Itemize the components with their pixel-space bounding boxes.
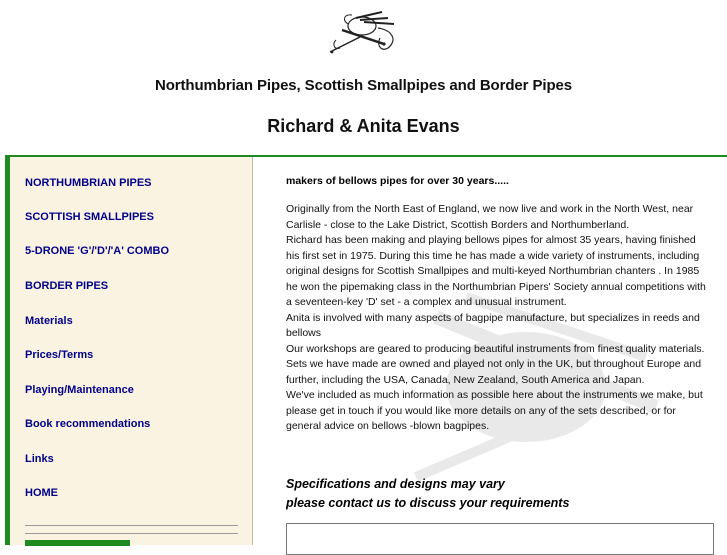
paragraph: Our workshops are geared to producing beautiful instruments from finest quality materials. Sets we have made are owned and played not only in the UK, but throughout Europe and further, including the USA, Canada, New Zealand, South America and Japan.	[286, 342, 705, 386]
specifications-note	[286, 475, 569, 513]
spec-line: Specifications and designs may vary	[286, 477, 505, 491]
site-title: Richard & Anita Evans	[267, 116, 460, 136]
sidebar-green-block	[25, 540, 130, 546]
nav-playing-maintenance[interactable]: Playing/Maintenance	[25, 384, 134, 396]
nav-prices-terms[interactable]: Prices/Terms	[25, 349, 94, 361]
spec-line: please contact us to discuss your requirements	[286, 496, 570, 510]
sidebar-separator	[25, 525, 238, 526]
main-content	[286, 157, 711, 545]
nav-links[interactable]: Links	[25, 453, 54, 465]
page-header	[0, 0, 727, 155]
paragraph: Richard has been making and playing bellows pipes for almost 35 years, having finished his first set in 1975. During this time he has made a wide variety of instruments, including original designs for Scottish Smallpipes and multi-keyed Northumbrian chanters . In 1985 he won the pipemaking class in the Northumbrian Pipers' Society annual competitions with a seventeen-key 'D' set - a complex and unusual instrument.	[286, 234, 706, 308]
content-box	[286, 523, 714, 555]
sidebar-nav	[10, 157, 253, 545]
paragraph: We've included as much information as possible here about the instruments we make, but please get in touch if you would like more details on any of the sets described, or for general advice on bellows -blown bagpipes.	[286, 389, 703, 432]
nav-border-pipes[interactable]: BORDER PIPES	[25, 280, 109, 292]
site-subtitle: Northumbrian Pipes, Scottish Smallpipes and Border Pipes	[155, 77, 572, 94]
bagpipe-logo-icon	[322, 6, 402, 64]
nav-home[interactable]: HOME	[25, 487, 58, 499]
nav-book-recommendations[interactable]: Book recommendations	[25, 418, 151, 430]
paragraph: Originally from the North East of England, we now live and work in the North West, near Carlisle - close to the Lake District, Scottish Borders and Northumberland.	[286, 203, 694, 231]
nav-northumbrian-pipes[interactable]: NORTHUMBRIAN PIPES	[25, 177, 152, 189]
paragraph: Anita is involved with many aspects of bagpipe manufacture, but specializes in reeds and bellows	[286, 311, 700, 339]
nav-scottish-smallpipes[interactable]: SCOTTISH SMALLPIPES	[25, 211, 154, 223]
intro-heading: makers of bellows pipes for over 30 years.....	[286, 175, 509, 187]
about-text	[286, 202, 711, 435]
nav-materials[interactable]: Materials	[25, 315, 73, 327]
sidebar-separator	[25, 533, 238, 534]
nav-5-drone-combo[interactable]: 5-DRONE 'G'/'D'/'A' COMBO	[25, 245, 170, 257]
